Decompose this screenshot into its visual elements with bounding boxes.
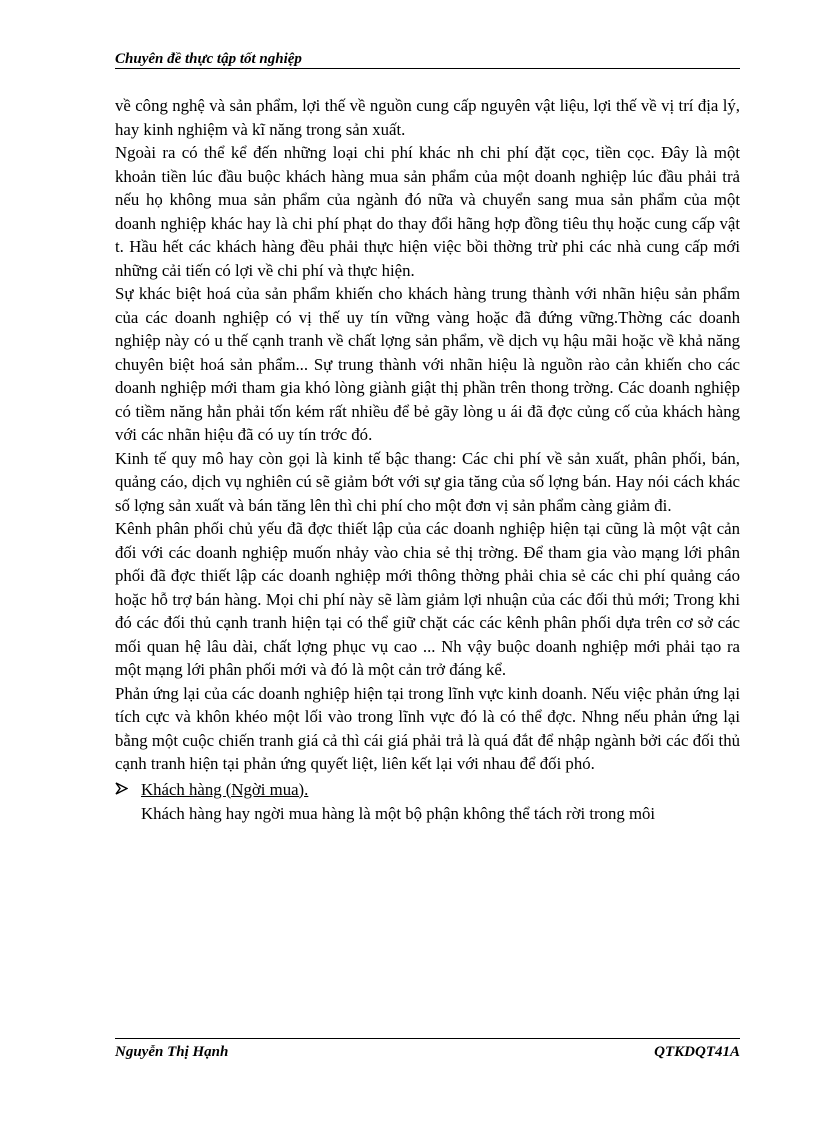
paragraph: Phản ứng lại của các doanh nghiệp hiện tại trong lĩnh vực kinh doanh. Nếu việc phản ứng lại tích cực và khôn khéo một lối vào trong lĩnh vực đó là có thể đợc. Nhng nếu phản ứng lại bằng một cuộc chiến tranh giá cả thì cái giá phải trả là quá đắt để nhập ngành bởi các đối thủ cạnh tranh hiện tại phản ứng quyết liệt, liên kết lại với nhau để đối phó. [115,683,740,773]
paragraph: Sự khác biệt hoá của sản phẩm khiến cho khách hàng trung thành với nhãn hiệu sản phẩm của các doanh nghiệp có vị thế uy tín vững vàng hoặc đã đứng vững.Thờng các doanh nghiệp này có u thế cạnh tranh về chất lợng sản phẩm, về dịch vụ hậu mãi hoặc về khả năng chuyên biệt hoá sản phẩm... Sự trung thành với nhãn hiệu là nguồn rào cản khiến cho các doanh nghiệp mới tham gia khó lòng giành giật thị phần trên thong trờng. Các doanh nghiệp có tiềm năng hẳn phải tốn kém rất nhiều để bẻ gãy lòng u ái đã đợc củng cố của khách hàng với các nhãn hiệu đã có uy tín trớc đó. [115,284,740,444]
page-body [115,94,740,826]
paragraph: Kênh phân phối chủ yếu đã đợc thiết lập của các doanh nghiệp hiện tại cũng là một vật cản đối với các doanh nghiệp muốn nhảy vào chia sẻ thị trờng. Để tham gia vào mạng lới phân phối đã đợc thiết lập các doanh nghiệp mới thông thờng phải chia sẻ các chi phí quảng cáo hoặc hỗ trợ bán hàng. Mọi chi phí này sẽ làm giảm lợi nhuận của các đối thủ mới; Trong khi đó các đối thủ cạnh tranh hiện tại có thể giữ chặt các các kênh phân phối dựa trên cơ sở các mối quan hệ lâu dài, chất lợng phục vụ cao ... Nh vậy buộc doanh nghiệp mới phải tạo ra một mạng lới phân phối mới và đó là một cản trở đáng kể. [115,519,740,679]
header-title: Chuyên đề thực tập tốt nghiệp [115,51,302,67]
paragraph: Kinh tế quy mô hay còn gọi là kinh tế bậc thang: Các chi phí về sản xuất, phân phối, bán, quảng cáo, dịch vụ nghiên cú sẽ giảm bớt với sự gia tăng của số lợng bán. Hay nói cách khác số lợng sản xuất và bán tăng lên thì chi phí cho một đơn vị sản phẩm càng giảm đi. [115,448,740,515]
page-footer [115,1038,740,1061]
arrow-bullet-icon [115,779,141,803]
footer-class-code: QTKDQT41A [654,1044,740,1060]
paragraph: về công nghệ và sản phẩm, lợi thế về nguồn cung cấp nguyên vật liệu, lợi thế về vị trí địa lý, hay kinh nghiệm và kĩ năng trong sản xuất. [115,96,740,139]
bullet-label: Khách hàng (Ngời mua). [141,779,309,799]
footer-author: Nguyễn Thị Hạnh [115,1044,229,1060]
page-header [115,51,740,69]
bullet-item [115,778,740,803]
paragraph: Ngoài ra có thể kể đến những loại chi phí khác nh chi phí đặt cọc, tiền cọc. Đây là một khoản tiền lúc đầu buộc khách hàng mua sản phẩm của một doanh nghiệp lúc đầu phải trả nếu họ không mua sản phẩm của ngành đó nữa và chuyển sang mua sản phẩm của một doanh nghiệp khác hay là chi phí phạt do thay đổi hãng hợp đồng tiêu thụ hoặc cung cấp vật t. Hầu hết các khách hàng đều phải thực hiện việc bồi thờng trừ phi các nhà cung cấp mới những cải tiến có lợi về chi phí và thực hiện. [115,143,740,280]
paragraph: Khách hàng hay ngời mua hàng là một bộ phận không thể tách rời trong môi [141,804,656,823]
